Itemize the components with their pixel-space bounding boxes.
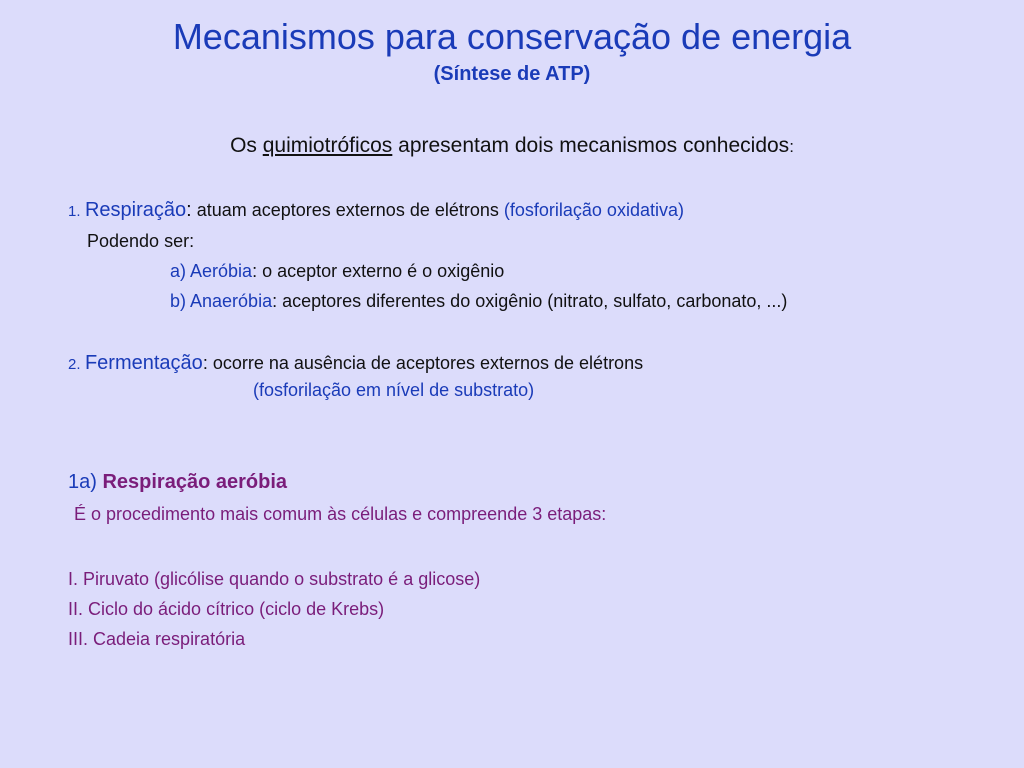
item1-text: atuam aceptores externos de elétrons bbox=[191, 200, 504, 220]
aerobia-label: a) Aeróbia bbox=[170, 261, 253, 281]
step-3: III. Cadeia respiratória bbox=[68, 629, 246, 649]
section-1a-description: É o procedimento mais comum às células e compreende 3 etapas: bbox=[74, 504, 607, 524]
step-1: I. Piruvato (glicólise quando o substrato é a glicose) bbox=[68, 569, 481, 589]
section-1a-heading bbox=[68, 471, 287, 494]
anaerobia-label: b) Anaeróbia bbox=[170, 291, 273, 311]
item2-note: (fosforilação em nível de substrato) bbox=[253, 380, 535, 400]
item1-colon: : bbox=[186, 199, 192, 221]
item2-label: Fermentação bbox=[84, 352, 203, 374]
subitem-aerobia bbox=[170, 261, 504, 282]
intro-line bbox=[0, 134, 1024, 158]
item2-text: : ocorre na ausência de aceptores externos de elétrons bbox=[202, 353, 644, 373]
section-1a-prefix: 1a) bbox=[68, 471, 103, 493]
intro-colon: : bbox=[789, 137, 794, 156]
slide-subtitle: (Síntese de ATP) bbox=[433, 63, 591, 85]
item1-label: Respiração bbox=[84, 199, 187, 221]
item2-number: 2. bbox=[68, 356, 81, 373]
intro-term: quimiotróficos bbox=[262, 134, 393, 157]
item-fermentacao bbox=[68, 352, 643, 375]
subitem-anaerobia bbox=[170, 291, 787, 312]
item-respiracao bbox=[68, 199, 684, 222]
intro-suffix: apresentam dois mecanismos conhecidos bbox=[392, 134, 790, 157]
intro-prefix: Os bbox=[230, 134, 263, 157]
podendo-ser-label: Podendo ser: bbox=[87, 231, 195, 251]
item1-note: (fosforilação oxidativa) bbox=[503, 200, 684, 220]
item1-number: 1. bbox=[68, 203, 81, 220]
section-1a-title: Respiração aeróbia bbox=[102, 471, 287, 493]
step-2: II. Ciclo do ácido cítrico (ciclo de Krebs) bbox=[68, 599, 385, 619]
aerobia-text: : o aceptor externo é o oxigênio bbox=[252, 261, 505, 281]
slide-title: Mecanismos para conservação de energia bbox=[172, 16, 852, 57]
anaerobia-text: : aceptores diferentes do oxigênio (nitrato, sulfato, carbonato, ...) bbox=[272, 291, 788, 311]
